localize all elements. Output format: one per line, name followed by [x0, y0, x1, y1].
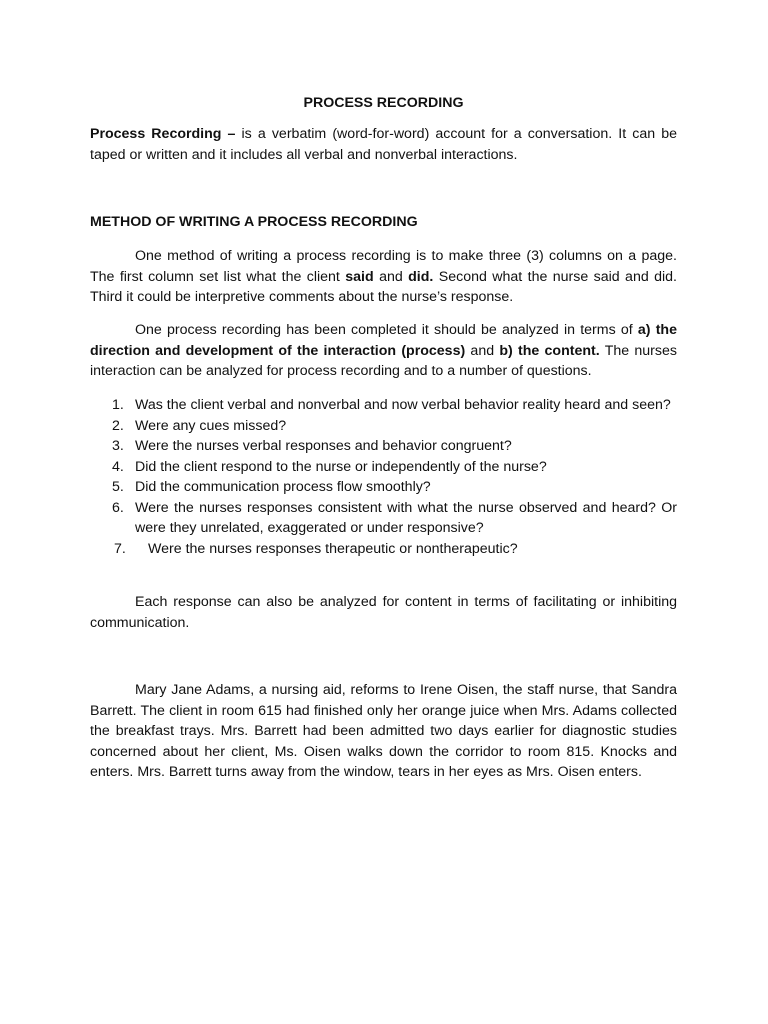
list-number: 1. — [112, 397, 124, 413]
list-text: Was the client verbal and nonverbal and now verbal behavior reality heard and seen? — [135, 397, 671, 413]
analysis-paragraph: Each response can also be analyzed for content in terms of facilitating or inhibiting communication. — [90, 594, 677, 631]
page-title: PROCESS RECORDING — [303, 95, 464, 111]
list-number: 5. — [112, 479, 124, 495]
list-item — [90, 457, 677, 478]
para1-bold-did: did. — [408, 268, 434, 285]
definition-text: is a verbatim (word-for-word) account for a conversation. It can be taped or written and it includes all verbal and nonverbal interactions. — [90, 126, 677, 163]
method-paragraph-1 — [90, 246, 677, 308]
list-item — [90, 416, 677, 437]
definition-term: Process Recording – — [90, 126, 236, 142]
list-number: 3. — [112, 438, 124, 454]
list-text: Did the client respond to the nurse or independently of the nurse? — [135, 458, 547, 475]
list-text: Did the communication process flow smoothly? — [135, 479, 431, 495]
list-text: Were any cues missed? — [135, 417, 287, 434]
para2-text-2: and — [465, 342, 500, 359]
list-text: Were the nurses verbal responses and behavior congruent? — [135, 438, 512, 454]
list-item — [90, 498, 677, 539]
list-item — [90, 539, 677, 560]
list-number: 4. — [112, 458, 124, 475]
list-number: 6. — [112, 499, 124, 516]
para1-bold-said: said — [345, 268, 374, 285]
para2-bold-content: b) the content. — [499, 342, 600, 359]
para1-text-2: and — [373, 268, 409, 285]
list-text: Were the nurses responses therapeutic or nontherapeutic? — [148, 540, 518, 557]
para2-bold-process: a) the direction and development of the interaction (process) — [90, 322, 677, 359]
list-item — [90, 436, 677, 457]
method-heading: METHOD OF WRITING A PROCESS RECORDING — [90, 214, 418, 230]
para2-text-1: One process recording has been completed it should be analyzed in terms of — [135, 322, 638, 338]
para2-text-3: The nurses interaction can be analyzed for process recording and to a number of questions. — [90, 342, 677, 379]
para1-text-3: Second what the nurse said and did. Third it could be interpretive comments about the nurse’s response. — [90, 268, 677, 305]
questions-list — [90, 395, 677, 559]
list-item — [90, 477, 677, 498]
list-number: 2. — [112, 417, 124, 434]
list-item — [90, 395, 677, 416]
para1-text-1: One method of writing a process recording is to make three (3) columns on a page. The first column set list what the client — [90, 248, 677, 285]
list-number: 7. — [114, 540, 126, 557]
definition-paragraph — [90, 124, 677, 165]
scenario-paragraph: Mary Jane Adams, a nursing aid, reforms to Irene Oisen, the staff nurse, that Sandra Barrett. The client in room 615 had finished only her orange juice when Mrs. Adams collected the breakfast trays. Mrs. Barrett had been admitted two days earlier for diagnostic studies concerned about her client, Ms. Oisen walks down the corridor to room 815. Knocks and enters. Mrs. Barrett turns away from the window, tears in her eyes as Mrs. Oisen enters. — [90, 682, 677, 780]
list-text: Were the nurses responses consistent with what the nurse observed and heard? Or were they unrelated, exaggerated or under responsive? — [135, 499, 677, 536]
method-paragraph-2 — [90, 320, 677, 382]
